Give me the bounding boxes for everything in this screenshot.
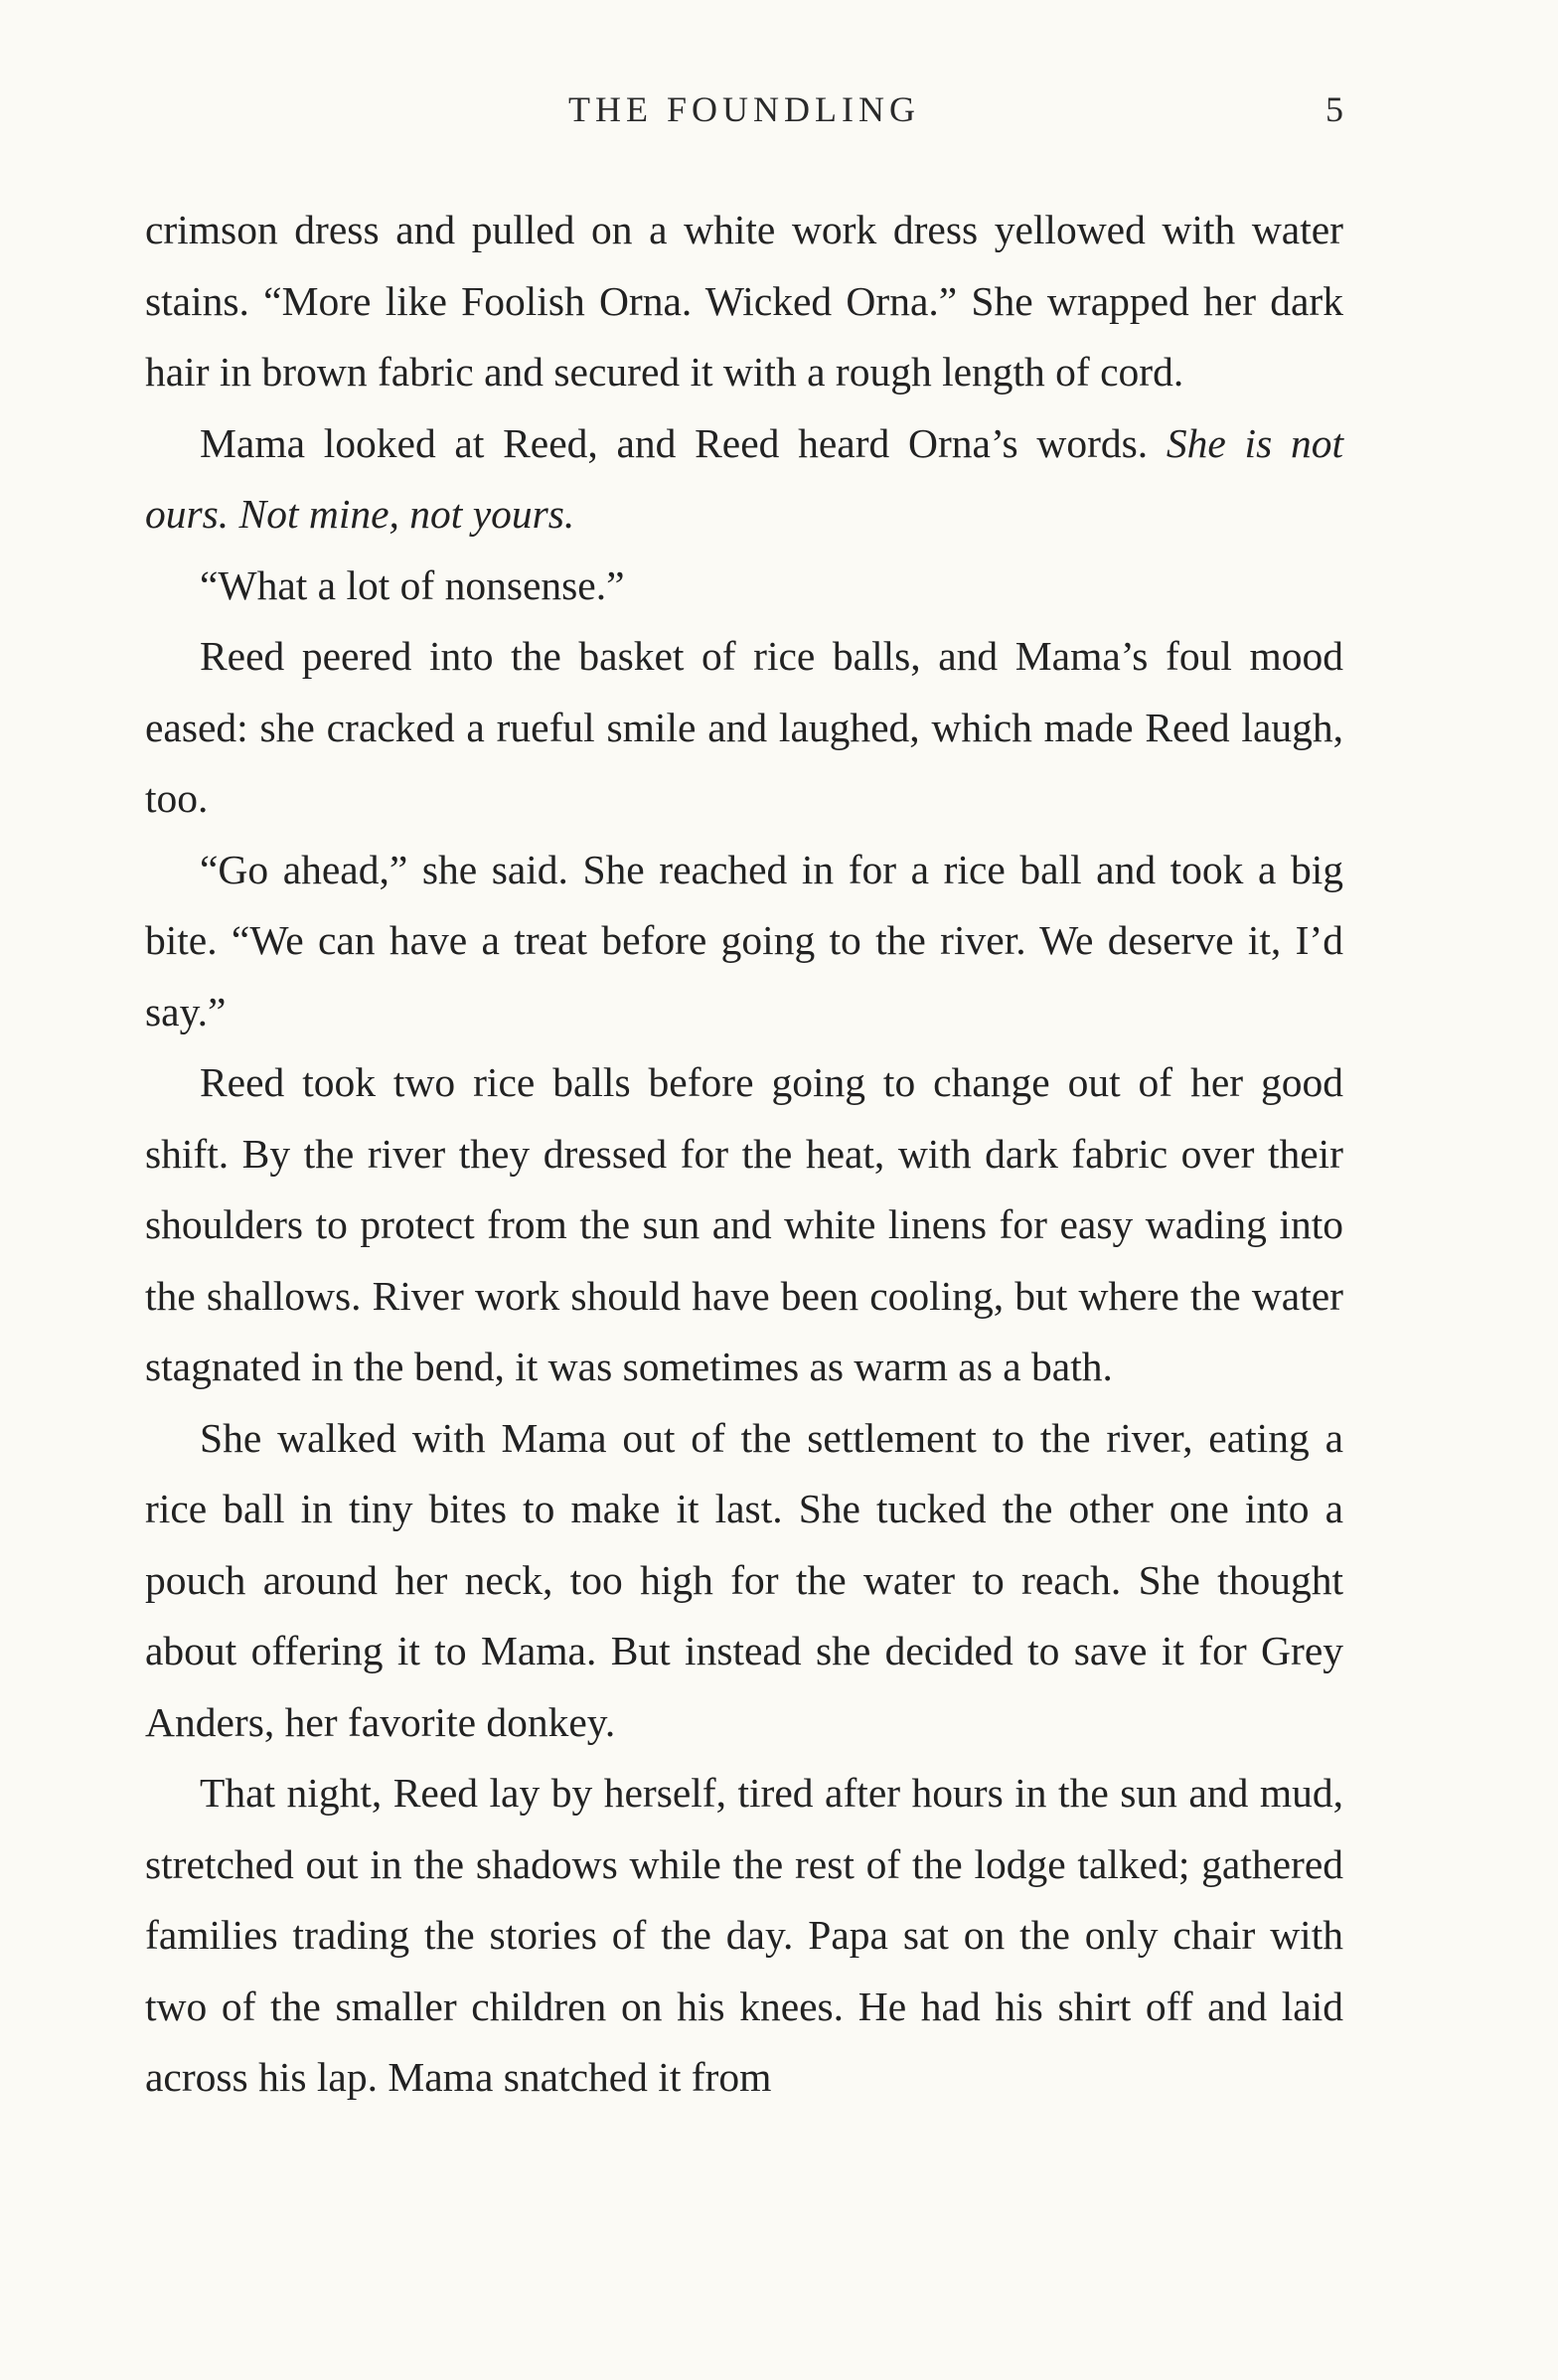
paragraph-3: “What a lot of nonsense.”	[200, 561, 625, 608]
running-head: THE FOUNDLING	[568, 89, 920, 129]
paragraph-1: crimson dress and pulled on a white work dress yellowed with water stains. “More like Foolish Orna. Wicked Orna.” She wrapped her dark hair in brown fabric and secured it with a rough length of cord.	[145, 207, 1343, 395]
paragraph-4: Reed peered into the basket of rice balls, and Mama’s foul mood eased: she cracked a rueful smile and laughed, which made Reed laugh, too.	[145, 633, 1343, 821]
page-number: 5	[1325, 89, 1343, 129]
paragraph-2-roman: Mama looked at Reed, and Reed heard Orna’s words.	[200, 419, 1167, 466]
paragraph-5: “Go ahead,” she said. She reached in for a rice ball and took a big bite. “We can have a treat before going to the river. We deserve it, I’d say.”	[145, 846, 1343, 1034]
paragraph-2	[145, 408, 1343, 551]
paragraph-2-italic: She is not ours. Not mine, not yours.	[145, 419, 1343, 537]
paragraph-7: She walked with Mama out of the settlement to the river, eating a rice ball in tiny bites to make it last. She tucked the other one into a pouch around her neck, too high for the water to reach. She thought about offering it to Mama. But instead she decided to save it for Grey Anders, her favorite donkey.	[145, 1414, 1343, 1745]
page-header	[145, 81, 1343, 137]
paragraph-6: Reed took two rice balls before going to change out of her good shift. By the river they dressed for the heat, with dark fabric over their shoulders to protect from the sun and white linens for easy wading into the shallows. River work should have been cooling, but where the water stagnated in the bend, it was sometimes as warm as a bath.	[145, 1059, 1343, 1389]
paragraph-8: That night, Reed lay by herself, tired after hours in the sun and mud, stretched out in the shadows while the rest of the lodge talked; gathered families trading the stories of the day. Papa sat on the only chair with two of the smaller children on his knees. He had his shirt off and laid across his lap. Mama snatched it from	[145, 1770, 1343, 2100]
body-text	[145, 195, 1343, 2114]
